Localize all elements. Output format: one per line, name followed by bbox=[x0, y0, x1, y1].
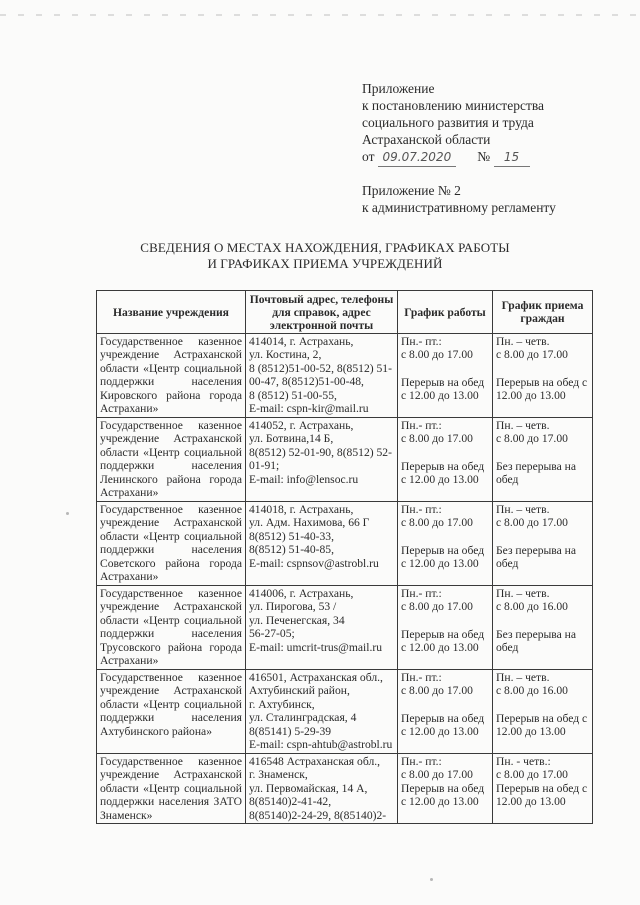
address-line: 8(8512) 51-40-85, bbox=[249, 543, 335, 557]
work-break: Перерыв на обед с 12.00 до 13.00 bbox=[401, 711, 485, 739]
number-label: № bbox=[477, 149, 491, 164]
address-line: 416548 Астраханская обл., bbox=[249, 755, 381, 768]
reception-days: Пн. – четв. bbox=[496, 671, 550, 684]
work-hours: с 8.00 до 17.00 bbox=[401, 684, 473, 698]
institution-address bbox=[246, 586, 398, 670]
reception-hours: с 8.00 до 17.00 bbox=[496, 432, 568, 446]
work-days: Пн.- пт.: bbox=[401, 419, 442, 432]
work-break: Перерыв на обед с 12.00 до 13.00 bbox=[401, 543, 485, 571]
address-line: 8 (8512) 51-00-55, bbox=[249, 388, 337, 402]
work-break: Перерыв на обед с 12.00 до 13.00 bbox=[401, 459, 485, 487]
reception-hours: с 8.00 до 16.00 bbox=[496, 600, 568, 614]
reception-break: Без перерыва на обед bbox=[496, 627, 577, 655]
address-line: 414006, г. Астрахань, bbox=[249, 587, 354, 600]
address-line: ул. Первомайская, 14 А, bbox=[249, 781, 368, 795]
institution-address bbox=[246, 334, 398, 418]
work-days: Пн.- пт.: bbox=[401, 755, 442, 768]
table-row bbox=[97, 502, 593, 586]
reception-days: Пн. – четв. bbox=[496, 419, 550, 432]
header-date-line bbox=[362, 148, 622, 167]
reception-break: Перерыв на обед с 12.00 до 13.00 bbox=[496, 375, 588, 403]
work-days: Пн.- пт.: bbox=[401, 587, 442, 600]
header-work-schedule: График работы bbox=[398, 291, 493, 334]
address-line: г. Ахтубинск, bbox=[249, 697, 315, 711]
work-hours: с 8.00 до 17.00 bbox=[401, 516, 473, 530]
header-line-3: социального развития и труда bbox=[362, 115, 534, 130]
reception-days: Пн. – четв. bbox=[496, 503, 550, 516]
reception-break: Перерыв на обед с 12.00 до 13.00 bbox=[496, 711, 588, 739]
reception-hours: с 8.00 до 17.00 bbox=[496, 348, 568, 362]
work-schedule bbox=[398, 754, 493, 824]
scan-speck bbox=[66, 512, 69, 515]
work-days: Пн.- пт.: bbox=[401, 671, 442, 684]
header-name: Название учреждения bbox=[97, 291, 246, 334]
reception-schedule bbox=[493, 418, 593, 502]
work-schedule bbox=[398, 418, 493, 502]
work-hours: с 8.00 до 17.00 bbox=[401, 432, 473, 446]
reception-days: Пн. – четв. bbox=[496, 335, 550, 348]
address-line: ул. Сталинградская, 4 bbox=[249, 711, 357, 725]
institution-address bbox=[246, 418, 398, 502]
address-line: ул. Печенегская, 34 bbox=[249, 613, 345, 627]
reception-break: Без перерыва на обед bbox=[496, 459, 577, 487]
header-reception-schedule: График приема граждан bbox=[493, 291, 593, 334]
work-days: Пн.- пт.: bbox=[401, 335, 442, 348]
institution-name: Государственное казенное учреждение Астраханской области «Центр социальной поддержки населения Советского района города Астрахани» bbox=[97, 502, 246, 586]
work-break: Перерыв на обед с 12.00 до 13.00 bbox=[401, 375, 485, 403]
appendix-line-1: Приложение № 2 bbox=[362, 183, 461, 198]
institution-address bbox=[246, 754, 398, 824]
institution-address bbox=[246, 670, 398, 754]
document-title bbox=[120, 240, 530, 272]
institution-address bbox=[246, 502, 398, 586]
header-address: Почтовый адрес, телефоны для справок, адрес электронной почты bbox=[246, 291, 398, 334]
reception-schedule bbox=[493, 670, 593, 754]
reception-schedule bbox=[493, 754, 593, 824]
date-prefix: от bbox=[362, 149, 375, 164]
institution-name: Государственное казенное учреждение Астраханской области «Центр социальной поддержки населения Ахтубинского района» bbox=[97, 670, 246, 754]
address-line: 8(85141) 5-29-39 bbox=[249, 724, 332, 738]
institution-name: Государственное казенное учреждение Астраханской области «Центр социальной поддержки населения Кировского района города Астрахани» bbox=[97, 334, 246, 418]
institution-name: Государственное казенное учреждение Астраханской области «Центр социальной поддержки населения Трусовского района города Астрахани» bbox=[97, 586, 246, 670]
email-line: E-mail: cspn-ahtub@astrobl.ru bbox=[249, 738, 393, 752]
header-line-2: к постановлению министерства bbox=[362, 98, 545, 113]
address-line: 8(85140)2-41-42, bbox=[249, 795, 332, 809]
scan-edge-noise bbox=[0, 14, 640, 16]
table-row bbox=[97, 754, 593, 824]
work-days: Пн.- пт.: bbox=[401, 503, 442, 516]
appendix-header bbox=[362, 182, 622, 216]
institution-name: Государственное казенное учреждение Астраханской области «Центр социальной поддержки населения Ленинского района города Астрахани» bbox=[97, 418, 246, 502]
address-line: ул. Пирогова, 53 / bbox=[249, 600, 337, 614]
reception-schedule bbox=[493, 502, 593, 586]
institutions-table bbox=[96, 290, 593, 824]
address-line: ул. Ботвина,14 Б, bbox=[249, 432, 334, 446]
table-row bbox=[97, 418, 593, 502]
address-line: 414018, г. Астрахань, bbox=[249, 503, 354, 516]
header-line-1: Приложение bbox=[362, 81, 435, 96]
work-break: Перерыв на обед с 12.00 до 13.00 bbox=[401, 781, 485, 809]
reception-break: Без перерыва на обед bbox=[496, 543, 577, 571]
work-schedule bbox=[398, 670, 493, 754]
address-line: 8(85140)2-24-29, 8(85140)2- bbox=[249, 808, 387, 822]
table-row bbox=[97, 670, 593, 754]
date-value: 09.07.2020 bbox=[378, 149, 456, 167]
address-line: 8 (8512)51-00-52, 8(8512) 51-00-47, 8(8512)51-00-48, bbox=[249, 361, 392, 389]
email-line: E-mail: info@lensoc.ru bbox=[249, 472, 359, 486]
scan-speck bbox=[430, 878, 433, 881]
address-line: 56-27-05; bbox=[249, 627, 295, 641]
number-value: 15 bbox=[494, 149, 530, 167]
address-line: 414014, г. Астрахань, bbox=[249, 335, 354, 348]
reception-schedule bbox=[493, 334, 593, 418]
appendix-line-2: к административному регламенту bbox=[362, 200, 556, 215]
table-row bbox=[97, 334, 593, 418]
reception-schedule bbox=[493, 586, 593, 670]
address-line: 414052, г. Астрахань, bbox=[249, 419, 354, 432]
work-schedule bbox=[398, 334, 493, 418]
address-line: 416501, Астраханская обл., Ахтубинский район, bbox=[249, 671, 383, 698]
reception-days: Пн. - четв.: bbox=[496, 755, 551, 768]
title-line-2: И ГРАФИКАХ ПРИЕМА УЧРЕЖДЕНИЙ bbox=[207, 256, 443, 271]
header-line-4: Астраханской области bbox=[362, 132, 491, 147]
email-line: E-mail: cspnsov@astrobl.ru bbox=[249, 556, 379, 570]
address-line: 8(8512) 51-40-33, bbox=[249, 529, 335, 543]
work-schedule bbox=[398, 502, 493, 586]
work-hours: с 8.00 до 17.00 bbox=[401, 600, 473, 614]
email-line: E-mail: cspn-kir@mail.ru bbox=[249, 402, 369, 416]
table-header-row bbox=[97, 291, 593, 334]
reception-hours: с 8.00 до 17.00 bbox=[496, 516, 568, 530]
institution-name: Государственное казенное учреждение Астраханской области «Центр социальной поддержки населения ЗАТО Знаменск» bbox=[97, 754, 246, 824]
address-line: ул. Костина, 2, bbox=[249, 348, 322, 362]
work-break: Перерыв на обед с 12.00 до 13.00 bbox=[401, 627, 485, 655]
email-line: E-mail: umcrit-trus@mail.ru bbox=[249, 640, 383, 654]
address-line: 8(8512) 52-01-90, 8(8512) 52-01-91; bbox=[249, 445, 392, 473]
work-schedule bbox=[398, 586, 493, 670]
reception-days: Пн. – четв. bbox=[496, 587, 550, 600]
table-row bbox=[97, 586, 593, 670]
reception-hours: с 8.00 до 17.00 bbox=[496, 768, 568, 782]
address-line: г. Знаменск, bbox=[249, 768, 308, 782]
reception-break: Перерыв на обед с 12.00 до 13.00 bbox=[496, 781, 588, 809]
reception-hours: с 8.00 до 16.00 bbox=[496, 684, 568, 698]
work-hours: с 8.00 до 17.00 bbox=[401, 768, 473, 782]
title-line-1: СВЕДЕНИЯ О МЕСТАХ НАХОЖДЕНИЯ, ГРАФИКАХ РАБОТЫ bbox=[140, 240, 510, 255]
order-header bbox=[362, 80, 622, 167]
address-line: ул. Адм. Нахимова, 66 Г bbox=[249, 516, 370, 530]
work-hours: с 8.00 до 17.00 bbox=[401, 348, 473, 362]
